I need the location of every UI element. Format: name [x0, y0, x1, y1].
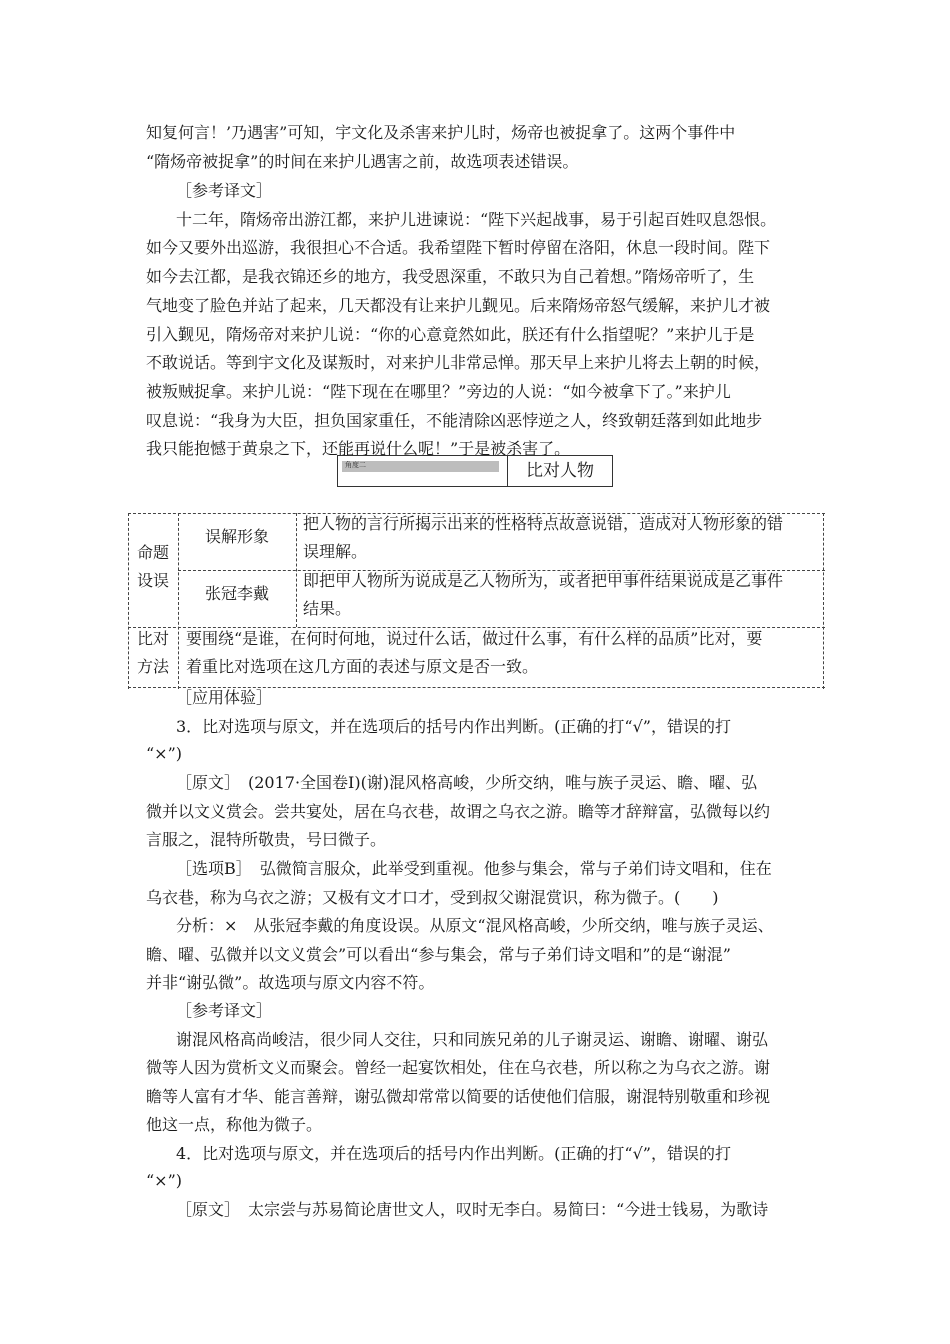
translation-line: 如今去江都，是我衣锦还乡的地方，我受恩深重，不敢只为自己着想。”隋炀帝听了，生	[146, 267, 755, 286]
source-text-line: 微并以文义赏会。尝共宴处，居在乌衣巷，故谓之乌衣之游。瞻等才辞辩富，弘微每以约	[146, 802, 771, 821]
translation-line: 引入觐见，隋炀帝对来护儿说：“你的心意竟然如此，朕还有什么指望呢？”来护儿于是	[146, 325, 755, 344]
translation-line: 被叛贼捉拿。来护儿说：“陛下现在在哪里？”旁边的人说：“如今被拿下了。”来护儿	[146, 382, 731, 401]
group-label: 命题	[137, 543, 170, 562]
table-divider	[128, 627, 825, 628]
reference-translation-label: ［参考译文］	[176, 181, 273, 200]
translation-line: 微等人因为赏析文义而聚会。曾经一起宴饮相处，住在乌衣巷，所以称之为乌衣之游。谢	[146, 1058, 771, 1077]
question-3: “×”)	[146, 744, 183, 763]
row-type: 张冠李戴	[205, 584, 270, 603]
group-label: 设误	[137, 571, 170, 590]
paragraph-line: 知复何言！’乃遇害”可知，宇文化及杀害来护儿时，炀帝也被捉拿了。这两个事件中	[146, 123, 736, 142]
section-title: 比对人物	[526, 461, 594, 481]
method-label: 比对	[137, 629, 170, 648]
translation-line: 不敢说话。等到宇文化及谋叛时，对来护儿非常忌惮。那天早上来护儿将去上朝的时候，	[146, 353, 771, 372]
analysis-line: 并非“谢弘微”。故选项与原文内容不符。	[146, 973, 435, 992]
translation-line: 叹息说：“我身为大臣，担负国家重任，不能清除凶恶悖逆之人，终致朝廷落到如此地步	[146, 411, 763, 430]
table-divider-vertical	[296, 513, 297, 627]
row-desc: 结果。	[303, 599, 352, 618]
section-tag	[338, 456, 508, 486]
option-line: 乌衣巷，称为乌衣之游；又极有文才口才，受到叔父谢混赏识，称为微子。( )	[146, 888, 719, 907]
method-table	[128, 513, 825, 689]
practice-label: ［应用体验］	[176, 688, 273, 707]
method-desc: 要围绕“是谁，在何时何地，说过什么话，做过什么事，有什么样的品质”比对，要	[186, 629, 763, 648]
option-line: ［选项B］ 弘微简言服众，此举受到重视。他参与集会，常与子弟们诗文唱和，住在	[176, 859, 772, 878]
table-border-left	[128, 513, 129, 689]
translation-line: 他这一点，称他为微子。	[146, 1115, 323, 1134]
translation-line: 十二年，隋炀帝出游江都，来护儿进谏说：“陛下兴起战事，易于引起百姓叹息怨恨。	[176, 210, 777, 229]
paragraph-line: “隋炀帝被捉拿”的时间在来护儿遇害之前，故选项表述错误。	[146, 152, 579, 171]
source-text-line: ［原文］ 太宗尝与苏易简论唐世文人，叹时无李白。易简曰：“今进士钱易，为歌诗	[176, 1200, 769, 1219]
question-3: 3．比对选项与原文，并在选项后的括号内作出判断。(正确的打“√”，错误的打	[176, 717, 731, 736]
translation-line: 瞻等人富有才华、能言善辩，谢弘微却常常以简要的话使他们信服，谢混特别敬重和珍视	[146, 1087, 771, 1106]
analysis-line: 分析：× 从张冠李戴的角度设误。从原文“混风格高峻，少所交纳，唯与族子灵运、	[176, 916, 774, 935]
method-label: 方法	[137, 657, 170, 676]
analysis-line: 瞻、曜、弘微并以文义赏会”可以看出“参与集会，常与子弟们诗文唱和”的是“谢混”	[146, 945, 731, 964]
method-desc: 着重比对选项在这几方面的表述与原文是否一致。	[186, 657, 539, 676]
row-desc: 即把甲人物所为说成是乙人物所为，或者把甲事件结果说成是乙事件	[303, 571, 784, 590]
row-type: 误解形象	[205, 527, 270, 546]
section-tag-text: 角度二	[345, 461, 366, 469]
row-desc: 误理解。	[303, 542, 368, 561]
translation-line: 如今又要外出巡游，我很担心不合适。我希望陛下暂时停留在洛阳，休息一段时间。陛下	[146, 238, 771, 257]
question-4: 4．比对选项与原文，并在选项后的括号内作出判断。(正确的打“√”，错误的打	[176, 1144, 731, 1163]
translation-line: 气地变了脸色并站了起来，几天都没有让来护儿觐见。后来隋炀帝怒气缓解，来护儿才被	[146, 296, 771, 315]
translation-line: 谢混风格高尚峻洁，很少同人交往，只和同族兄弟的儿子谢灵运、谢瞻、谢曜、谢弘	[176, 1030, 769, 1049]
source-text-line: 言服之，混特所敬贵，号曰微子。	[146, 830, 387, 849]
table-divider-vertical	[178, 513, 179, 689]
row-desc: 把人物的言行所揭示出来的性格特点故意说错，造成对人物形象的错	[303, 514, 784, 533]
table-border-right	[823, 513, 824, 689]
source-text-line: ［原文］ (2017·全国卷Ⅰ)(谢)混风格高峻，少所交纳，唯与族子灵运、瞻、曜、弘	[176, 773, 758, 792]
question-4: “×”)	[146, 1171, 183, 1190]
section-heading	[337, 455, 613, 487]
translation-line: 我只能抱憾于黄泉之下，还能再说什么呢！”于是被杀害了。	[146, 439, 571, 458]
reference-translation-label: ［参考译文］	[176, 1001, 273, 1020]
